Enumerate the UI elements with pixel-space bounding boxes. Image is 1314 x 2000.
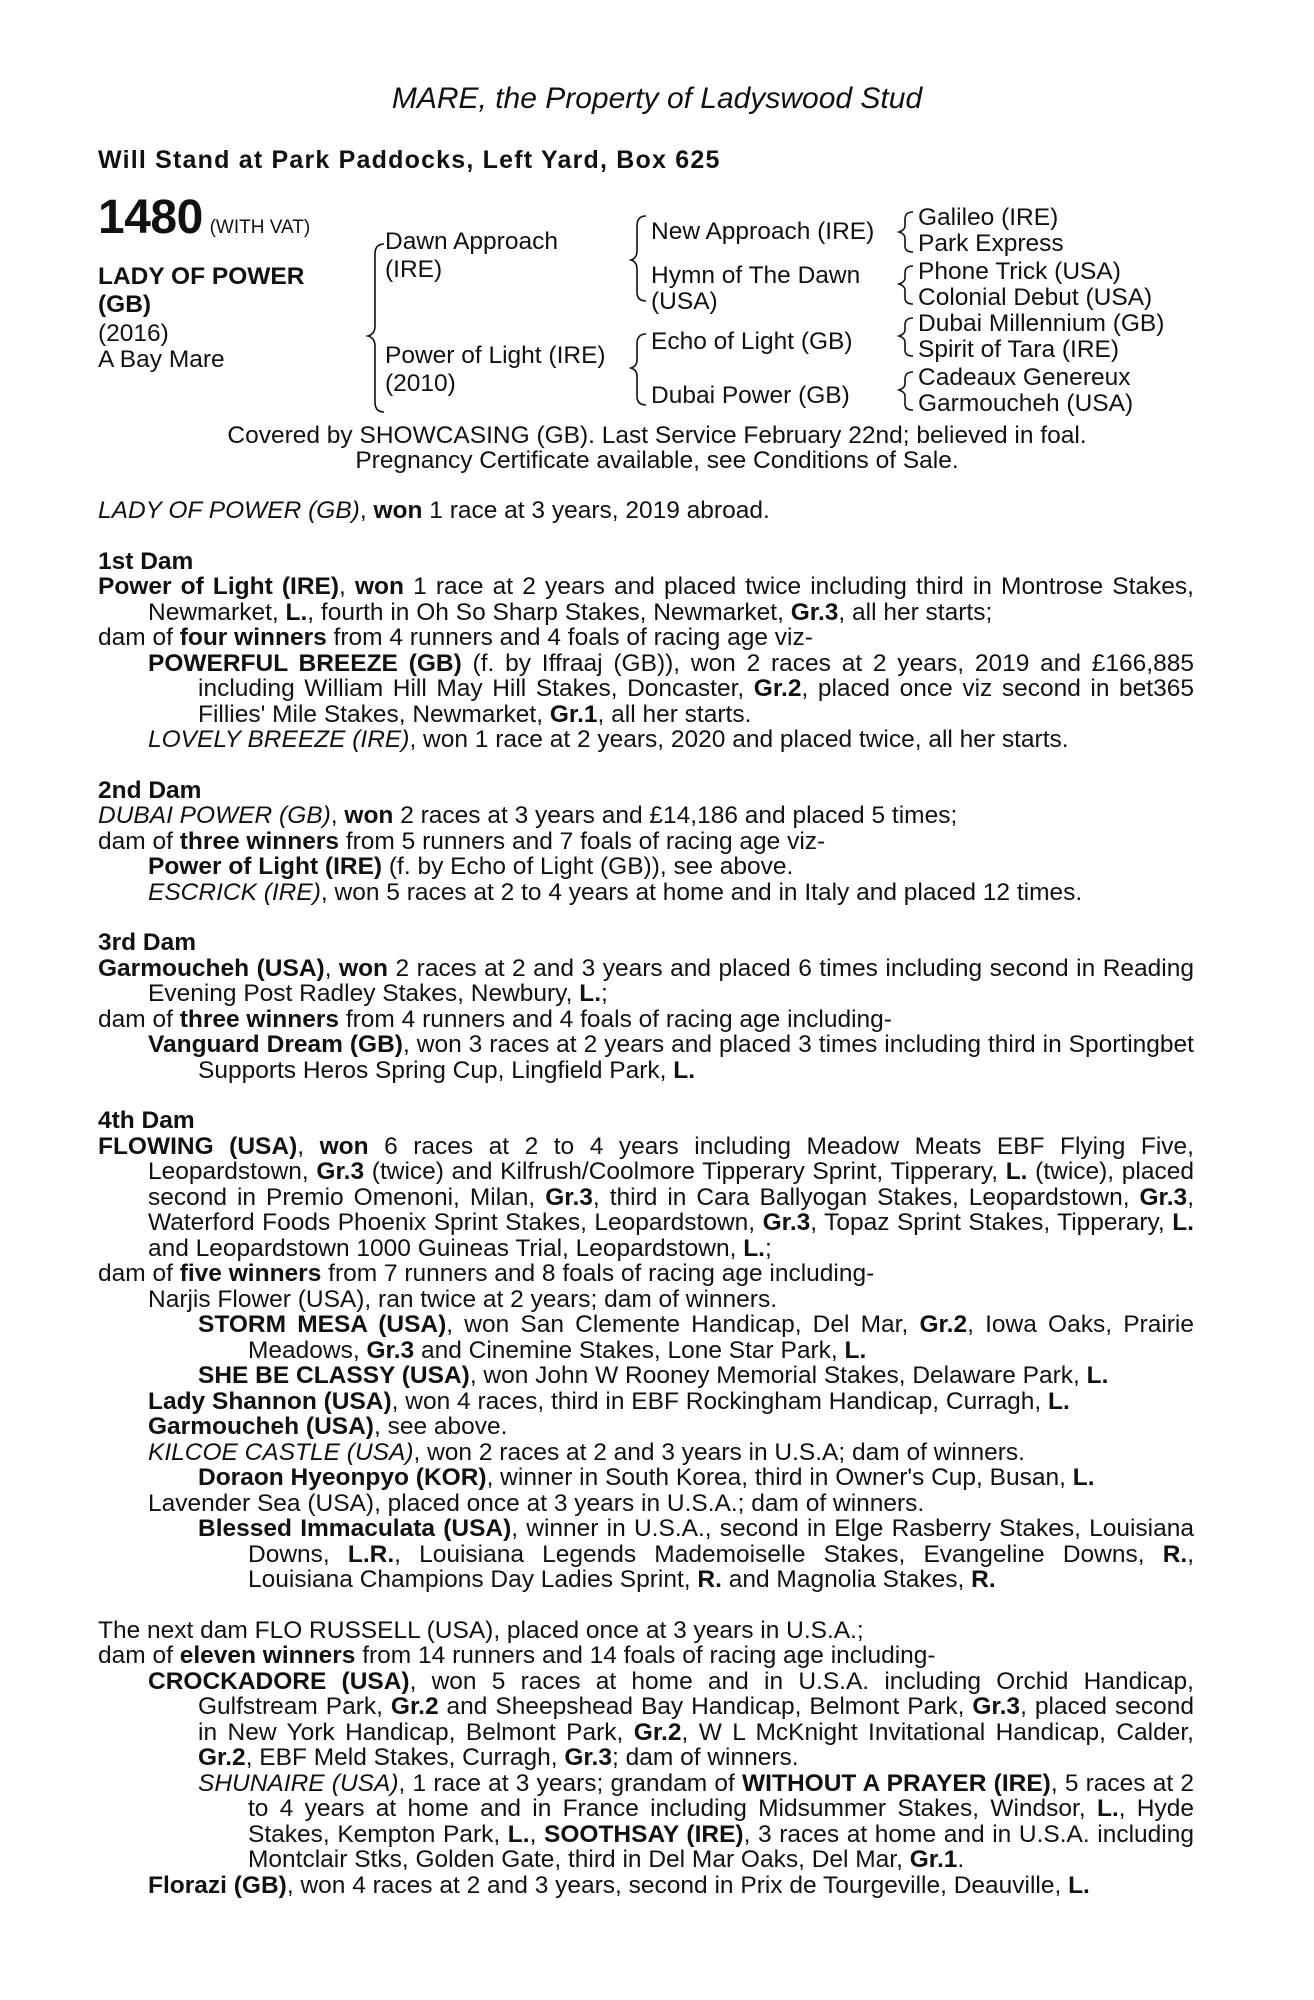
dam-of-line: dam of three winners from 4 runners and 4 foals of racing age including-	[98, 1005, 892, 1033]
catalogue-body	[98, 498, 1194, 1898]
produce-entry: POWERFUL BREEZE (GB) (f. by Iffraaj (GB)), won 2 races at 2 years, 2019 and £166,885 including William Hill May Hill Stakes, Doncaster, Gr.2, placed once viz second in bet365 Fillies' Mile Stakes, Newmarket, Gr.1, all her starts.	[148, 649, 1194, 728]
sire-bracket	[631, 216, 646, 301]
dam-sire: Echo of Light (GB)	[651, 328, 853, 355]
dam-of-line: dam of three winners from 5 runners and 7 foals of racing age viz-	[98, 827, 826, 855]
sire-name: Dawn Approach	[385, 228, 558, 255]
produce-entry: ESCRICK (IRE), won 5 races at 2 to 4 years at home and in Italy and placed 12 times.	[148, 878, 1083, 906]
section-heading: 3rd Dam	[98, 929, 197, 956]
dam-entry: Power of Light (IRE), won 1 race at 2 years and placed twice including third in Montrose Stakes, Newmarket, L., fourth in Oh So Sharp Stakes, Newmarket, Gr.3, all her starts;	[98, 573, 1194, 626]
sire-dam-1: Hymn of The Dawn	[651, 262, 861, 289]
dam-entry: DUBAI POWER (GB), won 2 races at 3 years and £14,186 and placed 5 times;	[98, 802, 958, 829]
sds: Phone Trick (USA)	[918, 258, 1121, 285]
main-bracket	[368, 244, 384, 412]
dam-name: Power of Light (IRE)	[385, 342, 606, 369]
third-dam-section	[98, 930, 1194, 1083]
horse-description: A Bay Mare	[98, 346, 225, 373]
produce-entry: Power of Light (IRE) (f. by Echo of Light (GB)), see above.	[148, 853, 794, 880]
pregnancy-line: Pregnancy Certificate available, see Conditions of Sale.	[355, 447, 959, 474]
next-dam-section	[98, 1618, 1194, 1899]
dd-bracket	[899, 372, 913, 410]
dds: Cadeaux Genereux	[918, 364, 1131, 391]
ddd: Garmoucheh (USA)	[918, 390, 1134, 417]
page-title: MARE, the Property of Ladyswood Stud	[391, 82, 923, 115]
produce-entry: SHE BE CLASSY (USA), won John W Rooney Memorial Stakes, Delaware Park, L.	[198, 1362, 1109, 1389]
section-heading: 2nd Dam	[98, 776, 202, 804]
lot-number-line	[98, 191, 311, 244]
produce-entry: KILCOE CASTLE (USA), won 2 races at 2 and 3 years in U.S.A; dam of winners.	[148, 1438, 1025, 1466]
produce-entry: Lady Shannon (USA), won 4 races, third in EBF Rockingham Handicap, Curragh, L.	[148, 1387, 1070, 1415]
produce-entry: Florazi (GB), won 4 races at 2 and 3 years, second in Prix de Tourgeville, Deauville, L.	[148, 1871, 1090, 1899]
sire-sire: New Approach (IRE)	[651, 218, 875, 245]
produce-entry: Lavender Sea (USA), placed once at 3 years in U.S.A.; dam of winners.	[148, 1489, 925, 1517]
covered-line: Covered by SHOWCASING (GB). Last Service February 22nd; believed in foal.	[227, 422, 1087, 449]
horse-name-2: (GB)	[98, 291, 152, 318]
dam-bracket	[631, 334, 646, 405]
ds-bracket	[899, 318, 913, 356]
pedigree-table	[98, 191, 1228, 428]
produce-entry: Doraon Hyeonpyo (KOR), winner in South Korea, third in Owner's Cup, Busan, L.	[198, 1464, 1095, 1491]
dam-dam: Dubai Power (GB)	[651, 382, 850, 409]
dam-entry: Garmoucheh (USA), won 2 races at 2 and 3 years and placed 6 times including second in Reading Evening Post Radley Stakes, Newbury, L.;	[98, 954, 1195, 1007]
horse-year: (2016)	[98, 320, 169, 347]
dam-of-line: dam of four winners from 4 runners and 4 foals of racing age viz-	[98, 624, 813, 651]
dam-entry: FLOWING (USA), won 6 races at 2 to 4 years including Meadow Meats EBF Flying Five, Leopardstown, Gr.3 (twice) and Kilfrush/Coolmore Tipperary Sprint, Tipperary, L. (twice), placed second in Premio Omenoni, Milan, Gr.3, third in Cara Ballyogan Stakes, Leopardstown, Gr.3, Waterford Foods Phoenix Sprint Stakes, Leopardstown, Gr.3, Topaz Sprint Stakes, Tipperary, L. and Leopardstown 1000 Guineas Trial, Leopardstown, L.;	[98, 1132, 1194, 1262]
horse-name-1: LADY OF POWER	[98, 263, 305, 290]
produce-entry: Blessed Immaculata (USA), winner in U.S.A., second in Elge Rasberry Stakes, Louisiana Downs, L.R., Louisiana Legends Mademoiselle Stakes, Evangeline Downs, R., Louisiana Champions Day Ladies Sprint, R. and Magnolia Stakes, R.	[198, 1515, 1194, 1593]
fourth-dam-section	[98, 1108, 1194, 1593]
vat-note: (WITH VAT)	[209, 217, 311, 238]
dam-of-line: dam of eleven winners from 14 runners and 14 foals of racing age including-	[98, 1642, 936, 1669]
dss: Dubai Millennium (GB)	[918, 310, 1165, 337]
produce-entry: STORM MESA (USA), won San Clemente Handicap, Del Mar, Gr.2, Iowa Oaks, Prairie Meadows, Gr.3 and Cinemine Stakes, Lone Star Park, L.	[198, 1311, 1194, 1364]
second-dam-section	[98, 778, 1194, 906]
produce-entry: Garmoucheh (USA), see above.	[148, 1413, 508, 1440]
produce-entry: SHUNAIRE (USA), 1 race at 3 years; grandam of WITHOUT A PRAYER (IRE), 5 races at 2 to 4 years at home and in France including Midsummer Stakes, Windsor, L., Hyde Stakes, Kempton Park, L., SOOTHSAY (IRE), 3 races at home and in U.S.A. including Montclair Stks, Golden Gate, third in Del Mar Oaks, Del Mar, Gr.1.	[198, 1769, 1195, 1873]
first-dam-section	[98, 549, 1194, 753]
sire-dam-2: (USA)	[651, 288, 718, 315]
next-dam-line: The next dam FLO RUSSELL (USA), placed once at 3 years in U.S.A.;	[98, 1616, 864, 1644]
produce-entry: Vanguard Dream (GB), won 3 races at 2 years and placed 3 times including third in Sportingbet Supports Heros Spring Cup, Lingfield Park, L.	[148, 1031, 1194, 1084]
section-heading: 4th Dam	[98, 1107, 195, 1134]
dam-of-line: dam of five winners from 7 runners and 8 foals of racing age including-	[98, 1260, 875, 1287]
dsd: Spirit of Tara (IRE)	[918, 336, 1120, 363]
produce-entry: CROCKADORE (USA), won 5 races at home and in U.S.A. including Orchid Handicap, Gulfstream Park, Gr.2 and Sheepshead Bay Handicap, Belmont Park, Gr.3, placed second in New York Handicap, Belmont Park, Gr.2, W L McKnight Invitational Handicap, Calder, Gr.2, EBF Meld Stakes, Curragh, Gr.3; dam of winners.	[148, 1667, 1194, 1771]
ssd: Park Express	[918, 230, 1064, 257]
section-heading: 1st Dam	[98, 547, 194, 575]
produce-entry: LOVELY BREEZE (IRE), won 1 race at 2 years, 2020 and placed twice, all her starts.	[148, 726, 1069, 753]
dam-year: (2010)	[385, 370, 456, 397]
sire-origin: (IRE)	[385, 256, 443, 283]
produce-entry: Narjis Flower (USA), ran twice at 2 years; dam of winners.	[148, 1285, 778, 1313]
ss-bracket	[899, 212, 913, 252]
stand-location: Will Stand at Park Paddocks, Left Yard, Box 625	[98, 146, 721, 174]
sdd: Colonial Debut (USA)	[918, 284, 1153, 311]
sd-bracket	[899, 266, 913, 304]
sss: Galileo (IRE)	[918, 204, 1059, 231]
lot-number: 1480	[98, 191, 203, 244]
race-record: LADY OF POWER (GB), won 1 race at 3 years, 2019 abroad.	[98, 497, 770, 524]
